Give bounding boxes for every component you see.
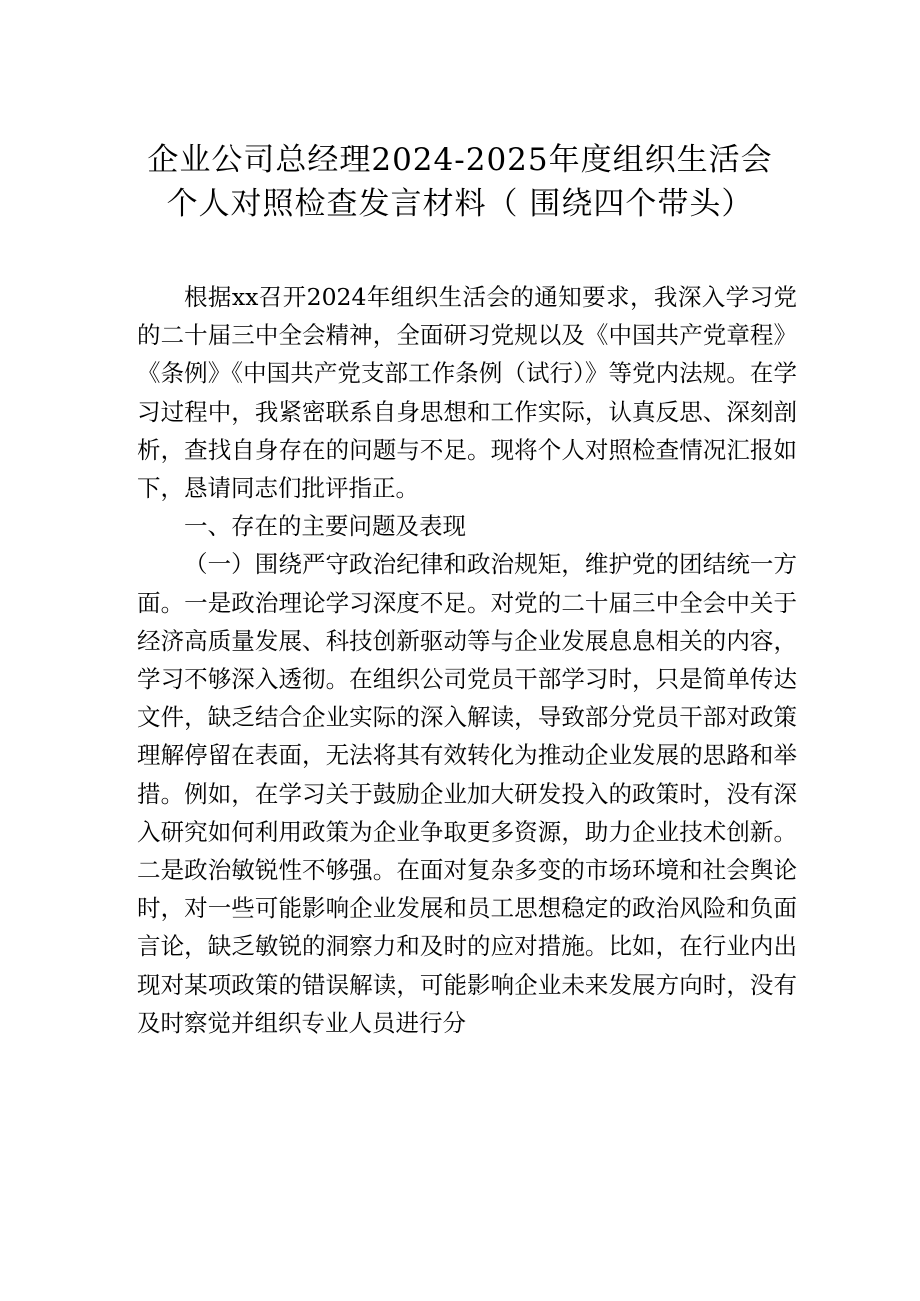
section-paragraph: （一）围绕严守政治纪律和政治规矩，维护党的团结统一方面。一是政治理论学习深度不足。对党的二十届三中全会中关于经济高质量发展、科技创新驱动等与企业发展息息相关的内容，学习不够深入透彻。在组织公司党员干部学习时，只是简单传达文件，缺乏结合企业实际的深入解读，导致部分党员干部对政策理解停留在表面，无法将其有效转化为推动企业发展的思路和举措。例如，在学习关于鼓励企业加大研发投入的政策时，没有深入研究如何利用政策为企业争取更多资源，助力企业技术创新。二是政治敏锐性不够强。在面对复杂多变的市场环境和社会舆论时，对一些可能影响企业发展和员工思想稳定的政治风险和负面言论，缺乏敏锐的洞察力和及时的应对措施。比如，在行业内出现对某项政策的错误解读，可能影响企业未来发展方向时，没有及时察觉并组织专业人员进行分 (137, 550, 797, 1037)
document-body (137, 278, 797, 1042)
title-line-2: 个人对照检查发言材料（ 围绕四个带头） (166, 186, 754, 222)
section-heading: 一、存在的主要问题及表现 (184, 512, 466, 541)
title-line-1: 企业公司总经理2024-2025年度组织生活会 (147, 142, 773, 178)
intro-paragraph: 根据xx召开2024年组织生活会的通知要求，我深入学习党的二十届三中全会精神，全面研习党规以及《中国共产党章程》《条例》《中国共产党支部工作条例（试行）》等党内法规。在学习过程中，我紧密联系自身思想和工作实际，认真反思、深刻剖析，查找自身存在的问题与不足。现将个人对照检查情况汇报如下，恳请同志们批评指正。 (137, 283, 797, 503)
document-title (130, 138, 790, 226)
